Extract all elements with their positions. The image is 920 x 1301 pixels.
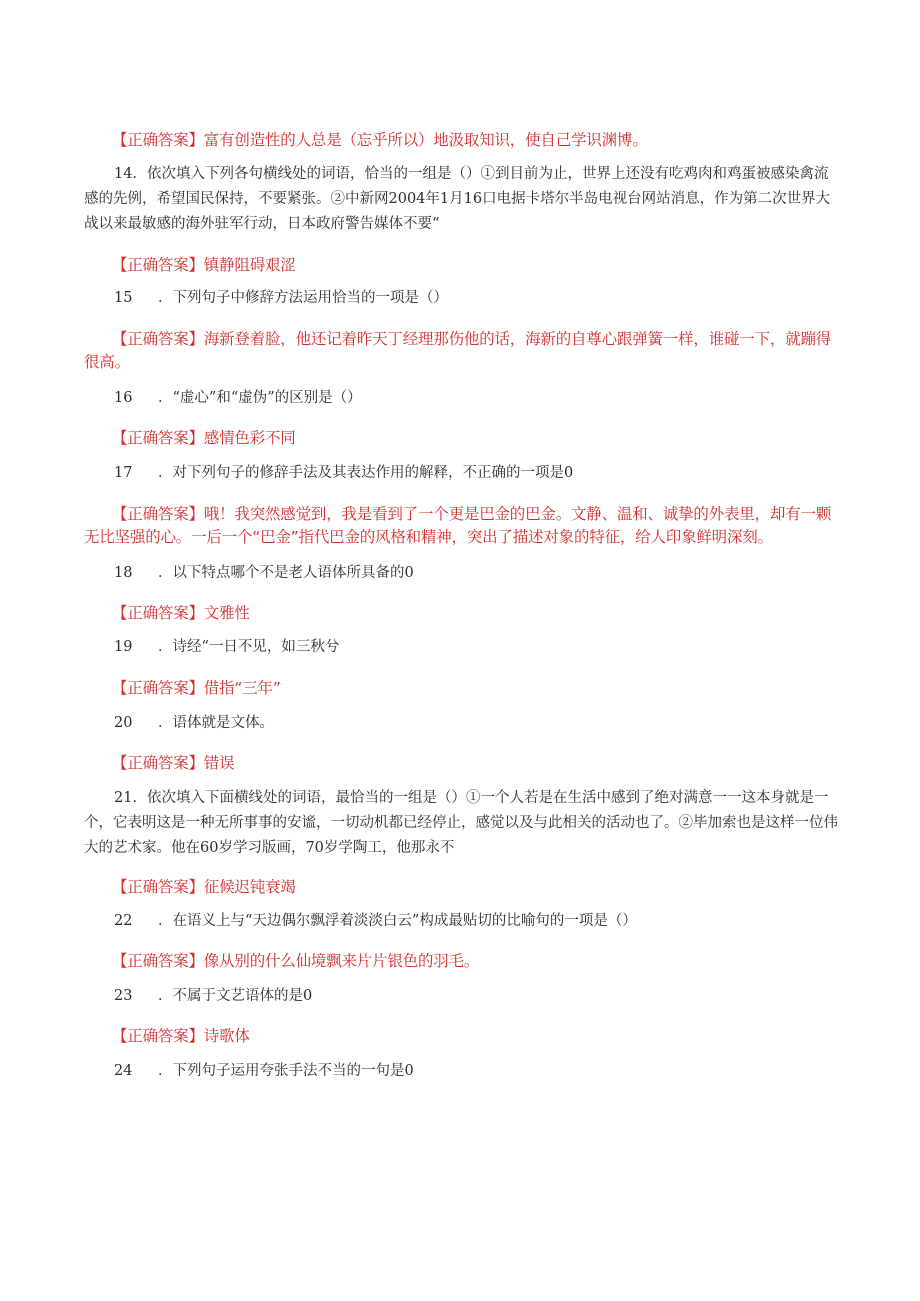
answer-line: 【正确答案】哦！我突然感觉到，我是看到了一个更是巴金的巴金。文静、温和、诚挚的外表里，却有一颗无比坚强的心。一后一个“巴金”指代巴金的风格和精神，突出了描述对象的特征，给人印象鲜明深刻。: [84, 505, 832, 546]
answer-line: 【正确答案】感情色彩不同: [112, 429, 296, 447]
question-paragraph: 14．依次填入下列各句横线处的词语，恰当的一组是（）①到目前为止，世界上还没有吃鸡肉和鸡蛋被感染禽流感的先例，希望国民保持，不要紧张。②中新网2004年1月16口电据卡塔尔半岛电视台网站消息，作为第二次世界大战以来最敏感的海外驻军行动，日本政府警告媒体不要“: [84, 166, 831, 232]
question-number: 20: [114, 715, 133, 731]
answer-line: 【正确答案】富有创造性的人总是（忘乎所以）地汲取知识，使自己学识渊博。: [112, 131, 648, 149]
question-line: [84, 984, 840, 1009]
question-number: 24: [114, 1063, 133, 1079]
question-line: [84, 1059, 840, 1084]
question-line: [84, 286, 840, 311]
question-text: ．下列句子中修辞方法运用恰当的一项是（）: [158, 290, 448, 306]
answer-line: 【正确答案】海新登着脸，他还记着昨天丁经理那伤他的话，海新的自尊心跟弹簧一样，谁碰一下，就蹦得很高。: [84, 330, 832, 371]
answer-line: 【正确答案】镇静阻碍艰涩: [112, 256, 296, 274]
answer-line: 【正确答案】文雅性: [112, 604, 250, 622]
question-number: 18: [114, 565, 133, 581]
question-number: 19: [114, 639, 133, 655]
question-number: 17: [114, 465, 133, 481]
question-line: [84, 561, 840, 586]
answer-line: 【正确答案】征候迟钝衰竭: [112, 878, 296, 896]
question-text: ．语体就是文体。: [158, 715, 274, 731]
question-text: ．诗经“一日不见，如三秋兮: [158, 639, 340, 655]
question-text: ．“虚心”和“虚伪”的区别是（）: [158, 390, 362, 406]
question-paragraph: 21．依次填入下面横线处的词语，最恰当的一组是（）①一个人若是在生活中感到了绝对满意一一这本身就是一个，它表明这是一种无所事事的安谧，一切动机都已经停止，感觉以及与此相关的活动也了。②毕加索也是这样一位伟大的艺术家。他在60岁学习版画，70岁学陶工，他那永不: [84, 790, 838, 856]
question-line: [84, 635, 840, 660]
question-text: ．以下特点哪个不是老人语体所具备的0: [158, 565, 414, 581]
question-number: 15: [114, 290, 133, 306]
answer-line: 【正确答案】诗歌体: [112, 1027, 250, 1045]
question-text: ．对下列句子的修辞手法及其表达作用的解释，不正确的一项是0: [158, 465, 574, 481]
question-line: [84, 386, 840, 411]
question-line: [84, 461, 840, 486]
question-line: [84, 711, 840, 736]
answer-line: 【正确答案】借指“三年”: [112, 679, 281, 697]
question-number: 16: [114, 390, 133, 406]
answer-line: 【正确答案】像从别的什么仙境飘来片片银色的羽毛。: [112, 952, 480, 970]
question-number: 23: [114, 988, 133, 1004]
answer-line: 【正确答案】错误: [112, 754, 235, 772]
question-text: ．不属于文艺语体的是0: [158, 988, 313, 1004]
question-text: ．在语义上与“天边偶尔飘浮着淡淡白云”构成最贴切的比喻句的一项是（）: [158, 913, 637, 929]
question-line: [84, 909, 840, 934]
question-text: ．下列句子运用夸张手法不当的一句是0: [158, 1063, 414, 1079]
question-number: 22: [114, 913, 133, 929]
